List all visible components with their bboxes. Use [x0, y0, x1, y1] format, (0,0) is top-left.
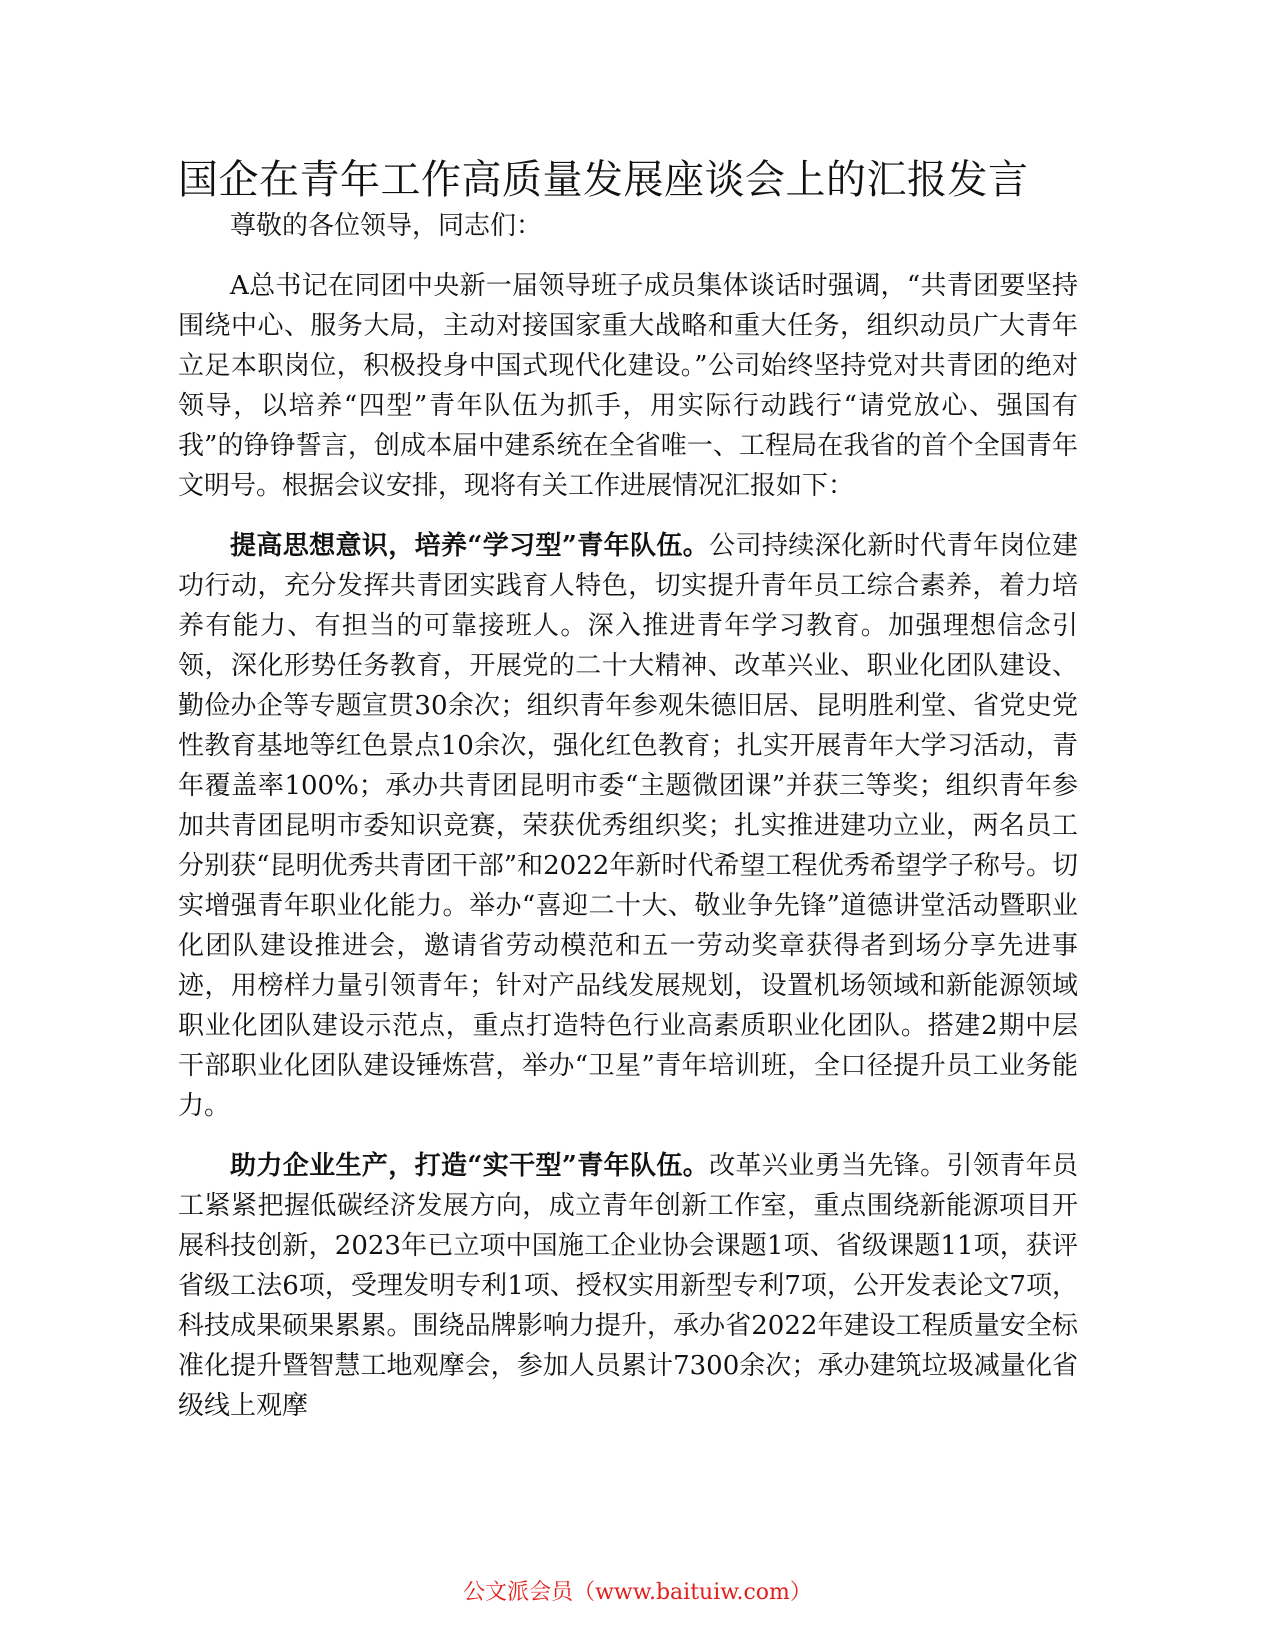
section-text-practical: 改革兴业勇当先锋。引领青年员工紧紧把握低碳经济发展方向，成立青年创新工作室，重点围绕新能源项目开展科技创新，2023年已立项中国施工企业协会课题1项、省级课题11项，获评省级工法6项，受理发明专利1项、授权实用新型专利7项，公开发表论文7项，科技成果硕果累累。围绕品牌影响力提升，承办省2022年建设工程质量安全标准化提升暨智慧工地观摩会，参加人员累计7300余次；承办建筑垃圾减量化省级线上观摩	[178, 1151, 1078, 1421]
intro-paragraph: A总书记在同团中央新一届领导班子成员集体谈话时强调，“共青团要坚持围绕中心、服务大局，主动对接国家重大战略和重大任务，组织动员广大青年立足本职岗位，积极投身中国式现代化建设。”公司始终坚持党对共青团的绝对领导，以培养“四型”青年队伍为抓手，用实际行动践行“请党放心、强国有我”的铮铮誓言，创成本届中建系统在全省唯一、工程局在我省的首个全国青年文明号。根据会议安排，现将有关工作进展情况汇报如下：	[178, 271, 1078, 501]
footer-watermark: 公文派会员（www.baituiw.com）	[463, 1580, 812, 1605]
document-body	[178, 198, 1078, 1446]
salutation: 尊敬的各位领导，同志们：	[230, 211, 543, 241]
section-paragraph-practical	[178, 1146, 1078, 1426]
section-lead-learning: 提高思想意识，培养“学习型”青年队伍。	[230, 531, 710, 561]
document-title: 国企在青年工作高质量发展座谈会上的汇报发言	[178, 157, 1029, 203]
section-text-learning: 公司持续深化新时代青年岗位建功行动，充分发挥共青团实践育人特色，切实提升青年员工综合素养，着力培养有能力、有担当的可靠接班人。深入推进青年学习教育。加强理想信念引领，深化形势任务教育，开展党的二十大精神、改革兴业、职业化团队建设、勤俭办企等专题宣贯30余次；组织青年参观朱德旧居、昆明胜利堂、省党史党性教育基地等红色景点10余次，强化红色教育；扎实开展青年大学习活动，青年覆盖率100%；承办共青团昆明市委“主题微团课”并获三等奖；组织青年参加共青团昆明市委知识竞赛，荣获优秀组织奖；扎实推进建功立业，两名员工分别获“昆明优秀共青团干部”和2022年新时代希望工程优秀希望学子称号。切实增强青年职业化能力。举办“喜迎二十大、敬业争先锋”道德讲堂活动暨职业化团队建设推进会，邀请省劳动模范和五一劳动奖章获得者到场分享先进事迹，用榜样力量引领青年；针对产品线发展规划，设置机场领域和新能源领域职业化团队建设示范点，重点打造特色行业高素质职业化团队。搭建2期中层干部职业化团队建设锤炼营，举办“卫星”青年培训班，全口径提升员工业务能力。	[178, 531, 1078, 1121]
section-lead-practical: 助力企业生产，打造“实干型”青年队伍。	[230, 1151, 710, 1181]
section-paragraph-learning	[178, 526, 1078, 1126]
